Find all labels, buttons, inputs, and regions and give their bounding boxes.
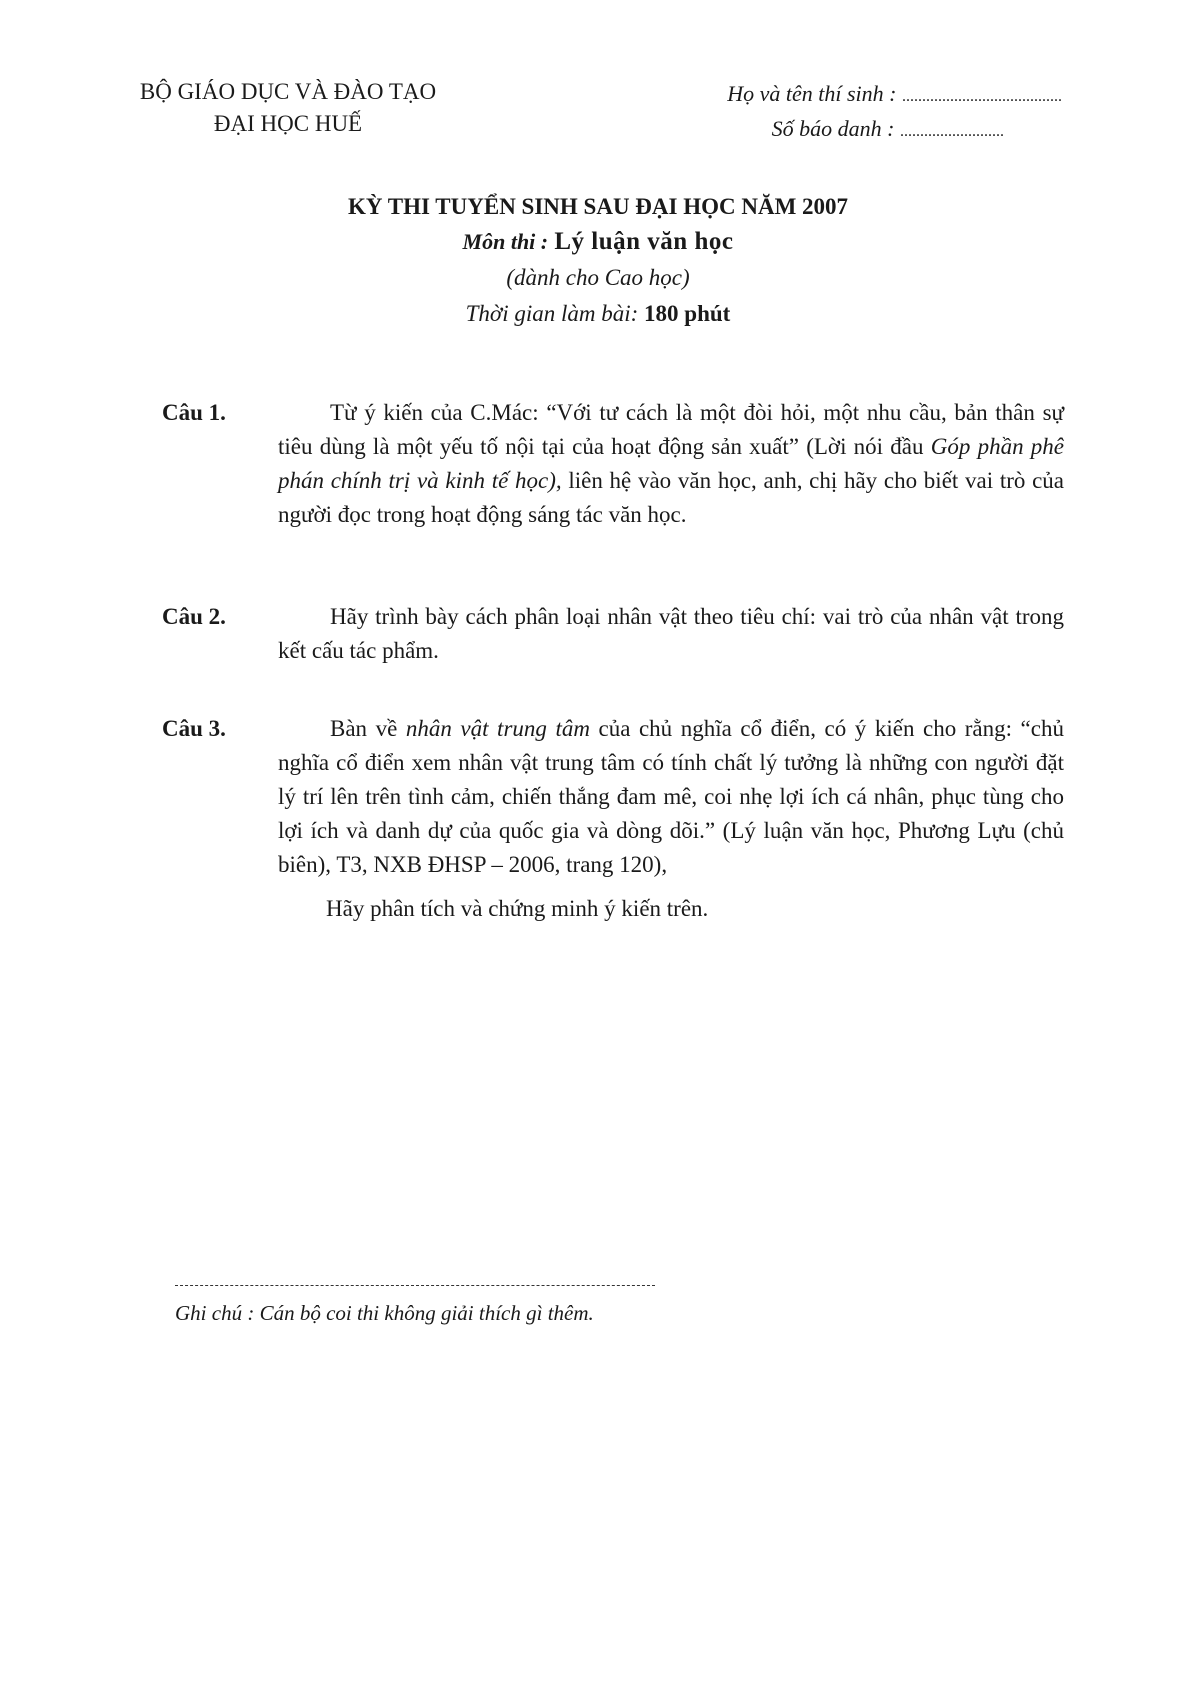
footer-note <box>175 1285 675 1328</box>
question-3-term: nhân vật trung tâm <box>405 716 590 741</box>
time-label: Thời gian làm bài: <box>465 301 639 326</box>
exam-title-block <box>200 190 996 332</box>
question-3-text-a: Bàn về <box>330 716 406 741</box>
university-name: ĐẠI HỌC HUẾ <box>213 111 363 136</box>
question-2-text: Hãy trình bày cách phân loại nhân vật theo tiêu chí: vai trò của nhân vật trong kết cấu tác phẩm. <box>278 604 1064 663</box>
subject-line <box>200 224 996 260</box>
organization-header <box>128 76 448 140</box>
question-3-label: Câu 3. <box>162 716 226 741</box>
candidate-id-row <box>632 113 1062 148</box>
note-text: Ghi chú : Cán bộ coi thi không giải thích gì thêm. <box>175 1301 594 1325</box>
question-1-text-a: Từ ý kiến của C.Mác: “Với tư cách là một đòi hỏi, một nhu cầu, bản thân sự tiêu dùng là một yếu tố nội tại của hoạt động sản xuất” (Lời nói đầu <box>278 400 1064 459</box>
question-2-label: Câu 2. <box>162 604 226 629</box>
dashed-divider <box>175 1285 655 1286</box>
time-line <box>200 296 996 332</box>
candidate-name-label: Họ và tên thí sinh : <box>727 81 897 106</box>
question-1-text <box>278 396 1064 532</box>
candidate-info <box>632 78 1062 148</box>
question-1-text-b: liên hệ vào văn học, anh, chị hãy cho biết vai trò của người đọc trong hoạt động sáng tác văn học. <box>278 468 1064 527</box>
audience-line: (dành cho Cao học) <box>506 265 690 290</box>
question-1-book-title: Góp phần phê phán chính trị và kinh tế học), <box>278 434 1064 493</box>
subject-label: Môn thi : <box>462 229 549 254</box>
question-3-instruction: Hãy phân tích và chứng minh ý kiến trên. <box>326 896 709 921</box>
subject-name: Lý luận văn học <box>554 228 734 255</box>
question-1-label: Câu 1. <box>162 400 226 425</box>
candidate-name-row <box>632 78 1062 113</box>
exam-title: KỲ THI TUYỂN SINH SAU ĐẠI HỌC NĂM 2007 <box>347 194 849 219</box>
time-value: 180 phút <box>644 301 731 326</box>
candidate-id-label: Số báo danh : <box>771 116 895 141</box>
candidate-id-blank: .......................... <box>900 123 1004 140</box>
question-3-text-b: của chủ nghĩa cổ điển, có ý kiến cho rằng: “chủ nghĩa cổ điển xem nhân vật trung tâm có tính chất lý tưởng là những con người đặt lý trí lên trên tình cảm, chiến thắng đam mê, coi nhẹ lợi ích cá nhân, phục tùng cho lợi ích và danh dự của quốc gia và dòng dõi.” (Lý luận văn học, Phương Lựu (chủ biên), T3, NXB ĐHSP – 2006, trang 120), <box>278 716 1064 877</box>
question-3-text <box>278 712 1064 882</box>
ministry-name: BỘ GIÁO DỤC VÀ ĐÀO TẠO <box>139 79 437 104</box>
candidate-name-blank: ........................................ <box>902 88 1062 105</box>
